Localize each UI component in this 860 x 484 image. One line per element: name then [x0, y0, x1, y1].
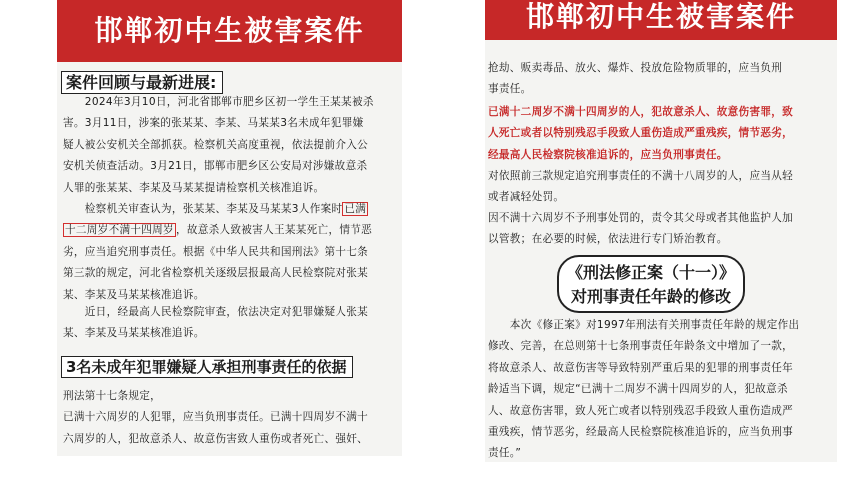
right-banner-title: 邯郸初中生被害案件: [485, 0, 837, 40]
section-title-liability-basis: 3名未成年犯罪嫌疑人承担刑事责任的依据: [61, 356, 353, 377]
left-article-panel: [57, 0, 402, 456]
left-banner-title: 邯郸初中生被害案件: [57, 0, 402, 62]
right-para3: 因不满十六周岁不予刑事处罚的，责令其父母或者其他监护人加 以管教；在必要的时候，依法进行专门矫治教育。: [488, 212, 794, 246]
right-article-panel: [485, 0, 837, 462]
right-para4: 本次《修正案》对1997年刑法有关刑事责任年龄的规定作出 修改、完善，在总则第十七条刑事责任年龄条文中增加了一款， 将故意杀人、故意伤害等导致特别严重后果的犯罪的刑事责任年 龄适当下调，规定“已满十二周岁不满十四周岁的人，犯故意杀 人、故意伤害罪，致人死亡或者以特别残忍手段致人重伤造成严 重残疾，情节恶劣，经最高人民检察院核准追诉的，应当负刑事 责任。”: [488, 319, 800, 460]
left-para1: 2024年3月10日，河北省邯郸市肥乡区初一学生王某某被杀 害。3月11日，涉案的张某某、李某、马某某3名未成年犯罪嫌 疑人被公安机关全部抓获。检察机关高度重视，依法提前介入公 安机关侦查活动。3月21日，邯郸市肥乡区公安局对涉嫌故意杀 人罪的张某某、李某及马某某提请检察机关核准追诉。: [63, 96, 374, 194]
highlight-age-range: 十二周岁不满十四周岁: [65, 224, 174, 237]
amendment-title-box: 《刑法修正案（十一）》 对刑事责任年龄的修改: [557, 255, 745, 313]
left-para3: 近日，经最高人民检察院审查，依法决定对犯罪嫌疑人张某 某、李某及马某某核准追诉。: [63, 306, 369, 340]
right-para-red: 已满十二周岁不满十四周岁的人，犯故意杀人、故意伤害罪，致 人死亡或者以特别残忍手段致人重伤造成严重残疾，情节恶劣， 经最高人民检察院核准追诉的，应当负刑事责任。: [488, 106, 794, 161]
right-para1: 抢劫、贩卖毒品、放火、爆炸、投放危险物质罪的，应当负刑 事责任。: [488, 62, 783, 96]
left-para4: 刑法第十七条规定， 已满十六周岁的人犯罪，应当负刑事责任。已满十四周岁不满十 六周岁的人，犯故意杀人、故意伤害致人重伤或者死亡、强奸、: [63, 390, 369, 445]
highlight-age-start: 已满: [344, 203, 367, 215]
section-title-case-review: 案件回顾与最新进展:: [61, 70, 223, 93]
right-para2: 对依照前三款规定追究刑事责任的不满十八周岁的人，应当从轻 或者减轻处罚。: [488, 170, 794, 204]
left-para2: 检察机关审查认为，张某某、李某及马某某3人作案时 已满 十二周岁不满十四周岁 ，故意杀人致被害人王某某死亡，情节恶 劣，应当追究刑事责任。根据《中华人民共和国刑法》第十七条 第三款的规定，河北省检察机关逐级层报最高人民检察院对张某 某、李某及马某某核准追诉。: [63, 203, 373, 301]
